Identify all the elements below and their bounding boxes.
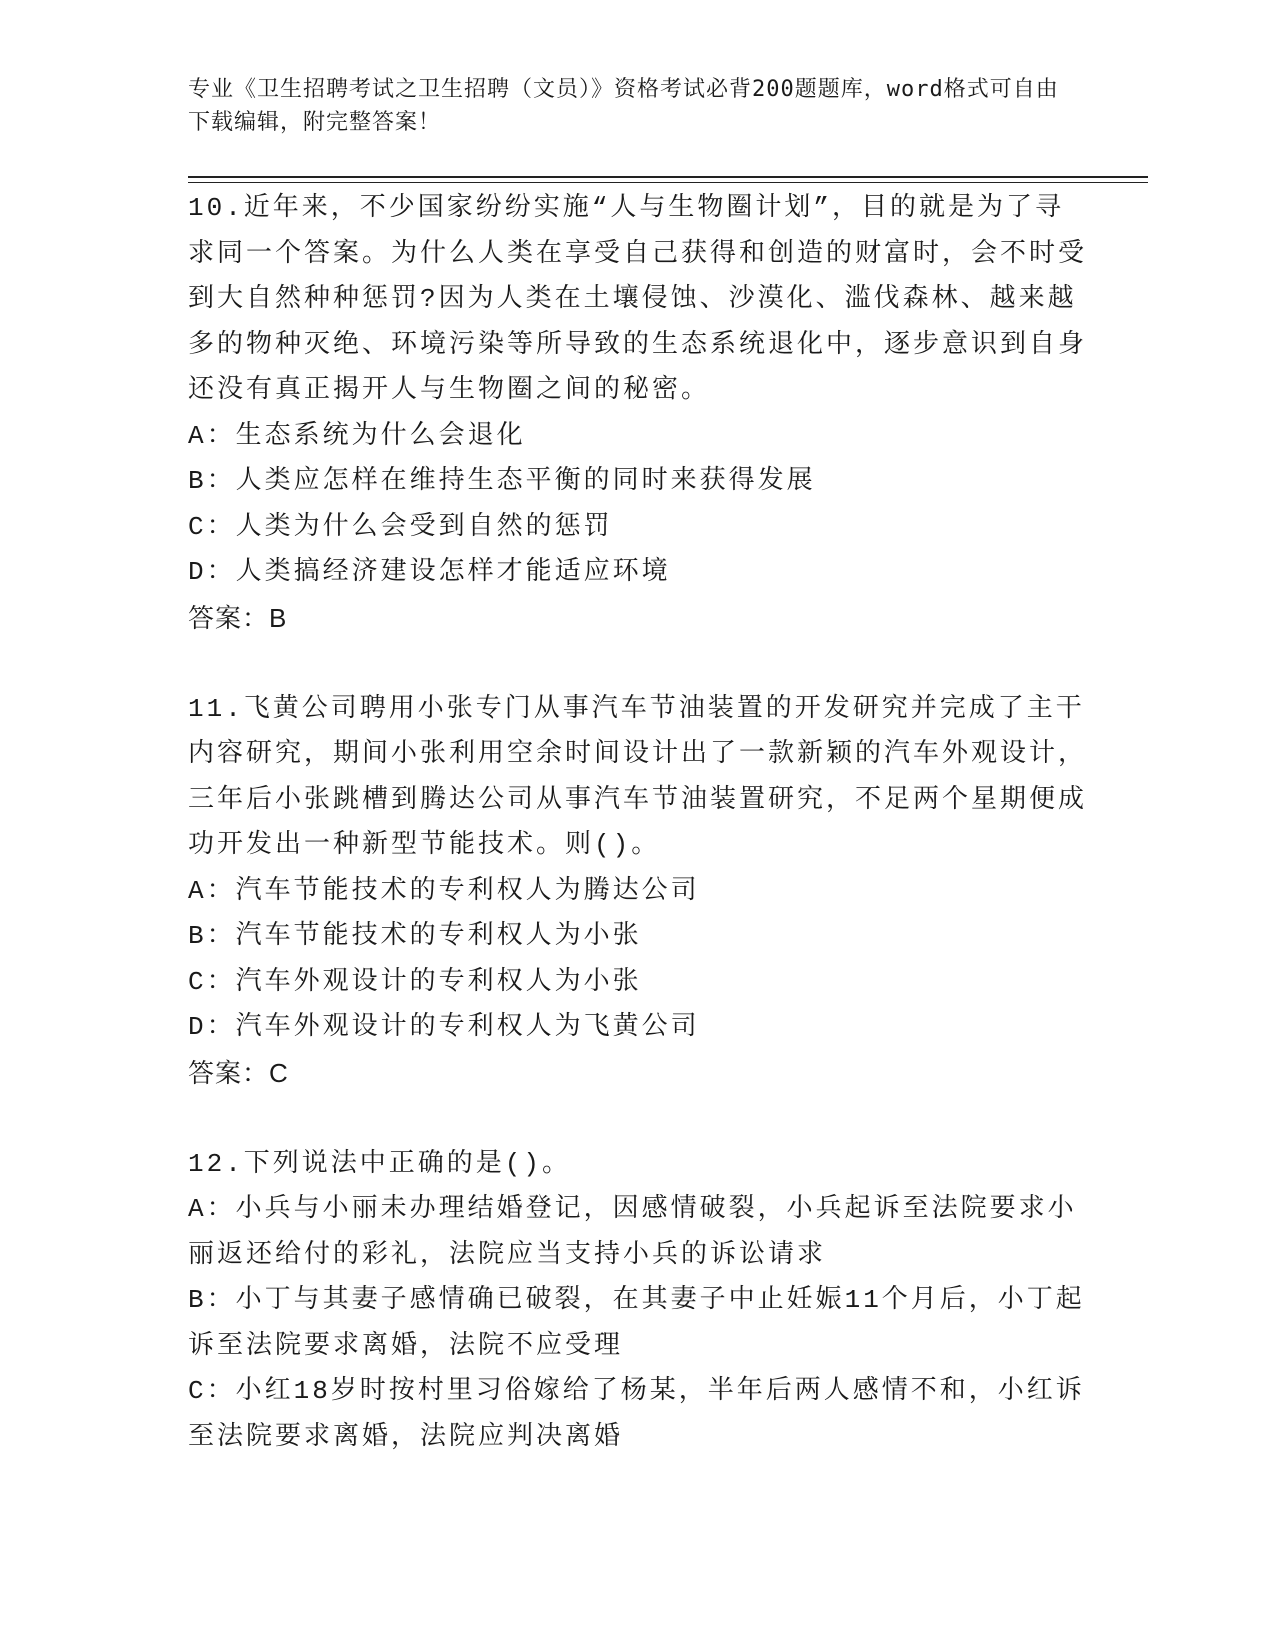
option-c: C：人类为什么会受到自然的惩罚 [188, 511, 613, 542]
question-12 [188, 1142, 1088, 1461]
option-d: D：汽车外观设计的专利权人为飞黄公司 [188, 1012, 700, 1042]
option-a: A：小兵与小丽未办理结婚登记，因感情破裂，小兵起诉至法院要求小丽返还给付的彩礼，法院应当支持小兵的诉讼请求 [188, 1194, 1077, 1270]
answer: 答案：C [188, 1057, 289, 1088]
option-b: B：人类应怎样在维持生态平衡的同时来获得发展 [188, 466, 816, 496]
header-rule-thick [188, 176, 1148, 178]
question-text: 10.近年来，不少国家纷纷实施“人与生物圈计划”，目的就是为了寻求同一个答案。为什么人类在享受自己获得和创造的财富时，会不时受到大自然种种惩罚?因为人类在土壤侵蚀、沙漠化、滥伐森林、越来越多的物种灭绝、环境污染等所导致的生态系统退化中，逐步意识到自身还没有真正揭开人与生物圈之间的秘密。 [188, 193, 1088, 405]
option-b: B：小丁与其妻子感情确已破裂，在其妻子中止妊娠11个月后，小丁起诉至法院要求离婚，法院不应受理 [188, 1285, 1085, 1361]
document-header: 专业《卫生招聘考试之卫生招聘（文员）》资格考试必背200题题库，word格式可自由下载编辑，附完整答案！ [188, 77, 1059, 135]
spacer [188, 1096, 1088, 1142]
header-rule-thin [188, 182, 1148, 183]
option-d: D：人类搞经济建设怎样才能适应环境 [188, 557, 671, 587]
question-text: 12.下列说法中正确的是()。 [188, 1148, 572, 1179]
question-10 [188, 186, 1088, 641]
question-11 [188, 687, 1088, 1097]
option-a: A：生态系统为什么会退化 [188, 420, 526, 451]
spacer [188, 641, 1088, 687]
option-a: A：汽车节能技术的专利权人为腾达公司 [188, 875, 700, 906]
option-c: C：汽车外观设计的专利权人为小张 [188, 966, 642, 997]
question-text: 11.飞黄公司聘用小张专门从事汽车节油装置的开发研究并完成了主干内容研究，期间小张利用空余时间设计出了一款新颖的汽车外观设计，三年后小张跳槽到腾达公司从事汽车节油装置研究，不足两个星期便成功开发出一种新型节能技术。则()。 [188, 693, 1088, 860]
option-c: C：小红18岁时按村里习俗嫁给了杨某，半年后两人感情不和，小红诉至法院要求离婚，法院应判决离婚 [188, 1376, 1085, 1452]
answer: 答案：B [188, 602, 288, 633]
option-b: B：汽车节能技术的专利权人为小张 [188, 921, 642, 951]
question-list [188, 186, 1088, 1460]
